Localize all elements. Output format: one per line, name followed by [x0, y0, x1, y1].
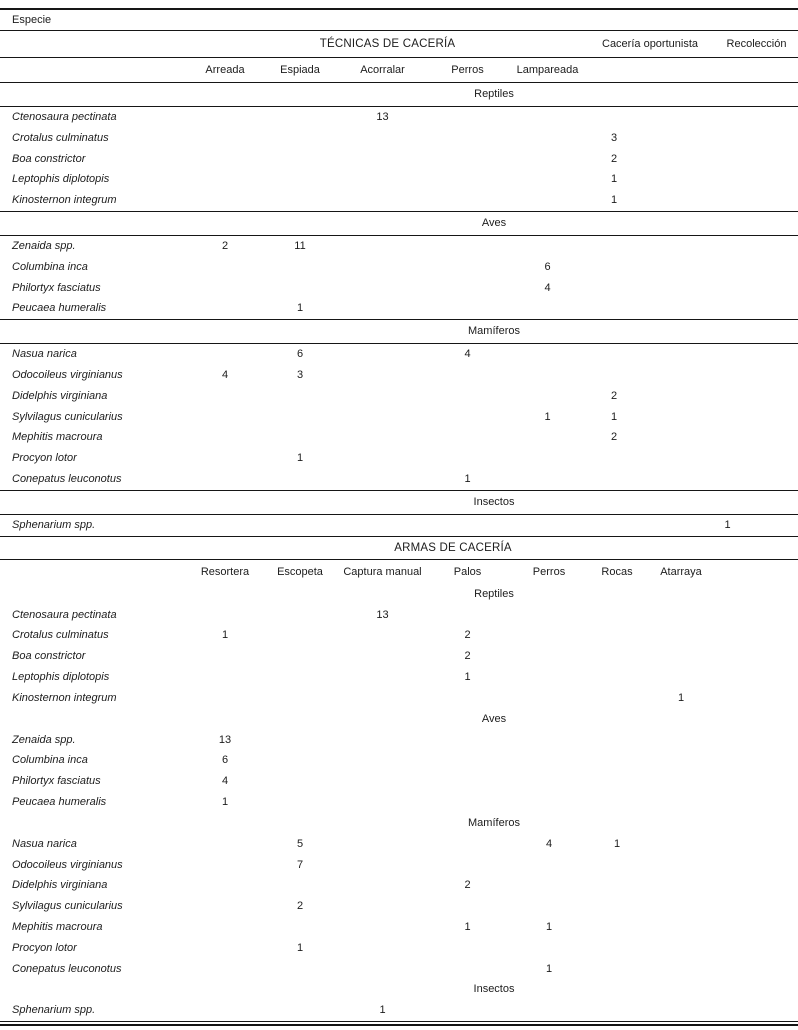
armas-column-header-row	[0, 560, 798, 584]
cell-value: 2	[610, 431, 618, 444]
species-name: Sphenarium spp.	[12, 518, 96, 531]
column-header-perros: Perros	[451, 64, 484, 76]
cell-value: 6	[544, 260, 551, 273]
cell-value: 7	[296, 858, 304, 871]
column-header-caceria-oportunista: Cacería oportunista	[602, 38, 698, 50]
table-row	[0, 469, 798, 490]
section-header: Reptiles	[474, 88, 514, 100]
table-row	[0, 236, 798, 257]
species-name: Didelphis virginiana	[12, 389, 108, 402]
cell-value: 1	[221, 795, 229, 808]
cell-value: 2	[221, 239, 229, 252]
table-row	[0, 169, 798, 190]
cell-value: 13	[376, 111, 389, 123]
species-name: Nasua narica	[12, 348, 77, 361]
table-row	[0, 365, 798, 386]
cell-value: 1	[545, 920, 553, 933]
cell-value: 1	[610, 410, 618, 423]
table-row	[0, 625, 798, 646]
table-row	[0, 855, 798, 876]
cell-value: 1	[296, 941, 304, 954]
cell-value: 13	[218, 733, 232, 746]
table-row	[0, 128, 798, 149]
cell-value: 2	[296, 900, 304, 913]
cell-value: 2	[464, 629, 471, 642]
species-name: Zenaida spp.	[12, 239, 76, 252]
table-row	[0, 688, 798, 709]
section-header: Aves	[481, 712, 507, 725]
section-header: Mamíferos	[468, 325, 520, 338]
species-name: Ctenosaura pectinata	[12, 608, 117, 621]
table-row	[0, 278, 798, 299]
species-name: Philortyx fasciatus	[12, 775, 101, 788]
column-header-palos: Palos	[453, 565, 482, 578]
column-header-lampareada: Lampareada	[516, 64, 579, 76]
cell-value: 4	[221, 368, 229, 381]
species-name: Crotalus culminatus	[12, 629, 109, 642]
section-header: Mamíferos	[468, 816, 520, 829]
tecnicas-table-body	[0, 83, 798, 536]
cell-value: 3	[610, 131, 618, 144]
section-header-row	[0, 83, 798, 107]
species-name: Kinosternon integrum	[12, 194, 117, 207]
armas-table-title: ARMAS DE CACERÍA	[394, 541, 512, 554]
cell-value: 1	[610, 194, 618, 207]
tecnicas-title-row	[0, 31, 798, 58]
table-row	[0, 448, 798, 469]
table-row	[0, 190, 798, 211]
cell-value: 6	[221, 754, 229, 767]
species-name: Sylvilagus cunicularius	[12, 900, 123, 913]
table-row	[0, 959, 798, 980]
column-header-escopeta: Escopeta	[277, 565, 323, 578]
column-header-captura-manual: Captura manual	[343, 565, 422, 578]
cell-value: 4	[221, 775, 229, 788]
section-header-row	[0, 709, 798, 730]
cell-value: 3	[296, 368, 304, 381]
cell-value: 1	[613, 837, 621, 850]
cell-value: 13	[376, 608, 389, 621]
species-name: Odocoileus virginianus	[12, 368, 123, 381]
table-row	[0, 298, 798, 319]
especie-header-row	[0, 10, 798, 31]
cell-value: 2	[610, 389, 618, 402]
species-name: Conepatus leuconotus	[12, 962, 122, 975]
species-name: Columbina inca	[12, 754, 88, 767]
column-header-espiada: Espiada	[280, 64, 320, 76]
table-row	[0, 938, 798, 959]
cell-value: 6	[296, 348, 304, 361]
table-row	[0, 149, 798, 170]
table-row	[0, 917, 798, 938]
table-row	[0, 771, 798, 792]
cell-value: 1	[544, 410, 551, 423]
section-header-row	[0, 490, 798, 515]
species-name: Sylvilagus cunicularius	[12, 410, 123, 423]
species-name: Didelphis virginiana	[12, 879, 108, 892]
species-name: Leptophis diplotopis	[12, 670, 110, 683]
species-name: Mephitis macroura	[12, 431, 103, 444]
table-row	[0, 730, 798, 751]
cell-value: 2	[464, 879, 471, 892]
table-row	[0, 667, 798, 688]
table-row	[0, 407, 798, 428]
table-row	[0, 646, 798, 667]
table-row	[0, 257, 798, 278]
cell-value: 5	[296, 837, 304, 850]
table-row	[0, 834, 798, 855]
species-name: Peucaea humeralis	[12, 302, 107, 315]
cell-value: 1	[296, 452, 304, 465]
section-header: Aves	[481, 216, 507, 229]
table-row	[0, 1000, 798, 1021]
section-header: Insectos	[473, 983, 515, 996]
species-name: Leptophis diplotopis	[12, 173, 110, 186]
table-row	[0, 605, 798, 626]
section-header-row	[0, 319, 798, 344]
section-header-row	[0, 813, 798, 834]
species-name: Nasua narica	[12, 837, 77, 850]
cell-value: 4	[464, 348, 471, 361]
table-row	[0, 344, 798, 365]
species-name: Procyon lotor	[12, 941, 77, 954]
species-name: Philortyx fasciatus	[12, 281, 101, 294]
species-name: Mephitis macroura	[12, 920, 103, 933]
section-header: Insectos	[473, 495, 515, 508]
table-row	[0, 386, 798, 407]
cell-value: 1	[464, 670, 471, 683]
species-name: Conepatus leuconotus	[12, 472, 122, 485]
table-row	[0, 896, 798, 917]
armas-title-row	[0, 536, 798, 560]
species-name: Boa constrictor	[12, 650, 86, 663]
cell-value: 1	[724, 518, 731, 531]
column-header-recoleccion: Recolección	[726, 38, 787, 50]
cell-value: 1	[221, 629, 229, 642]
cell-value: 4	[544, 281, 551, 294]
cell-value: 1	[610, 173, 618, 186]
column-header-rocas: Rocas	[601, 565, 633, 578]
cell-value: 1	[296, 302, 304, 315]
table-row	[0, 515, 798, 536]
species-name: Kinosternon integrum	[12, 691, 117, 704]
section-header-row	[0, 584, 798, 605]
table-row	[0, 792, 798, 813]
species-name: Ctenosaura pectinata	[12, 111, 117, 123]
cell-value: 1	[464, 920, 471, 933]
section-header-row	[0, 211, 798, 236]
column-header-acorralar: Acorralar	[360, 64, 405, 76]
cell-value: 1	[379, 1004, 386, 1017]
column-header-atarraya: Atarraya	[660, 565, 702, 578]
species-name: Crotalus culminatus	[12, 131, 109, 144]
cell-value: 2	[464, 650, 471, 663]
cell-value: 1	[464, 472, 471, 485]
column-header-perros-armas: Perros	[532, 565, 566, 578]
species-name: Procyon lotor	[12, 452, 77, 465]
tecnicas-table-title: TÉCNICAS DE CACERÍA	[319, 38, 456, 50]
species-name: Boa constrictor	[12, 152, 86, 165]
species-name: Peucaea humeralis	[12, 795, 107, 808]
species-name: Zenaida spp.	[12, 733, 76, 746]
table-row	[0, 875, 798, 896]
tecnicas-column-header-row	[0, 58, 798, 83]
cell-value: 2	[610, 152, 618, 165]
column-header-arreada: Arreada	[205, 64, 245, 76]
species-name: Columbina inca	[12, 260, 88, 273]
section-header: Reptiles	[474, 587, 514, 600]
armas-table-body	[0, 584, 798, 1022]
table-row	[0, 750, 798, 771]
column-header-resortera: Resortera	[200, 565, 250, 578]
bottom-rule	[0, 1021, 798, 1026]
species-name: Odocoileus virginianus	[12, 858, 123, 871]
cell-value: 1	[677, 691, 685, 704]
table-row	[0, 427, 798, 448]
cell-value: 11	[294, 239, 306, 252]
species-name: Sphenarium spp.	[12, 1004, 96, 1017]
section-header-row	[0, 979, 798, 1000]
table-row	[0, 107, 798, 128]
cell-value: 1	[545, 962, 553, 975]
cell-value: 4	[545, 837, 553, 850]
especie-header: Especie	[12, 14, 52, 26]
